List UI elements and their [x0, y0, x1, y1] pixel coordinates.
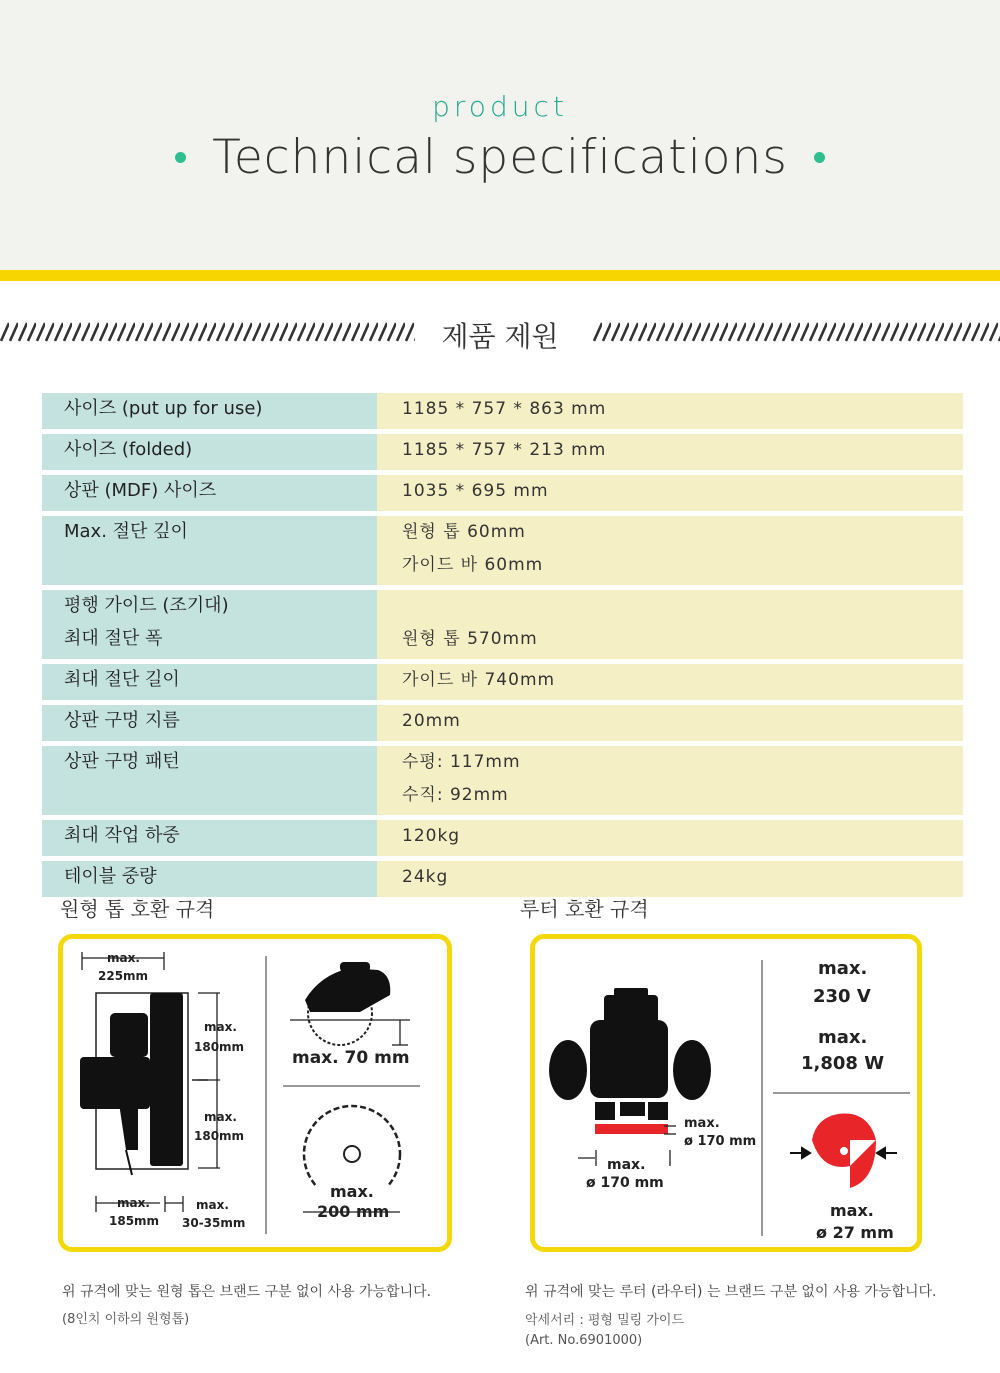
router-diagram — [549, 988, 756, 1191]
router-base-max-label: max. — [607, 1157, 646, 1173]
saw-note-sub: (8인치 이하의 원형톱) — [62, 1312, 190, 1327]
saw-offset-label: 30-35mm — [182, 1216, 246, 1230]
saw-height2-label: 180mm — [194, 1129, 245, 1143]
saw-width-bottom-max-label: max. — [117, 1196, 150, 1210]
saw-offset-max-label: max. — [196, 1198, 229, 1212]
spec-value-line: 120kg — [402, 826, 461, 846]
voltage-label: 230 V — [813, 986, 871, 1007]
router-art-no: (Art. No.6901000) — [525, 1333, 643, 1348]
router-collet-max-label: max. — [684, 1116, 720, 1131]
spec-label-line: Max. 절단 깊이 — [64, 521, 188, 542]
saw-cut-depth-label: max. 70 mm — [292, 1048, 410, 1068]
power-label: 1,808 W — [801, 1053, 885, 1074]
saw-width-bottom-label: 185mm — [109, 1214, 160, 1228]
blade-size-label: 200 mm — [317, 1202, 390, 1221]
router-base-label: ø 170 mm — [586, 1175, 664, 1191]
spec-label-line: 최대 절단 길이 — [64, 669, 180, 690]
saw-width-top-label: 225mm — [98, 969, 149, 983]
spec-label-line: 사이즈 (put up for use) — [64, 398, 263, 419]
router-accessory-note: 악세서리 : 평형 밀링 가이드 — [525, 1313, 685, 1328]
spec-value-line: 1185 * 757 * 213 mm — [402, 440, 607, 460]
bit-max-label: max. — [830, 1201, 874, 1220]
spec-value-line: 수직: 92mm — [402, 785, 509, 805]
router-note: 위 규격에 맞는 루터 (라우터) 는 브랜드 구분 없이 사용 가능합니다. — [525, 1284, 937, 1300]
spec-label-line: 평행 가이드 (조기대) — [64, 595, 229, 616]
router-collet-label: ø 170 mm — [684, 1134, 757, 1149]
circular-saw-icon — [290, 962, 410, 1068]
spec-value-line: 원형 톱 60mm — [402, 522, 526, 542]
spec-label-line: 상판 구멍 지름 — [64, 710, 180, 731]
spec-value-line: 1185 * 757 * 863 mm — [402, 399, 607, 419]
spec-value-line: 24kg — [402, 867, 449, 887]
spec-value-line: 20mm — [402, 711, 461, 731]
saw-note: 위 규격에 맞는 원형 톱은 브랜드 구분 없이 사용 가능합니다. — [62, 1284, 432, 1300]
spec-label-line: 테이블 중량 — [64, 866, 157, 887]
saw-side-diagram — [80, 951, 245, 1230]
saw-width-max-label: max. — [107, 951, 140, 965]
blade-max-label: max. — [330, 1182, 374, 1201]
bit-size-label: ø 27 mm — [816, 1223, 894, 1242]
voltage-max-label: max. — [818, 958, 868, 979]
spec-label-line: 사이즈 (folded) — [64, 439, 193, 460]
spec-value-line: 가이드 바 60mm — [402, 555, 544, 575]
saw-blade-icon — [303, 1106, 400, 1221]
spec-label-line: 최대 절단 폭 — [64, 628, 163, 649]
spec-value-line: 가이드 바 740mm — [402, 670, 556, 690]
saw-compat-title: 원형 톱 호환 규격 — [60, 897, 215, 921]
spec-value-line: 원형 톱 570mm — [402, 629, 538, 649]
spec-value-line: 수평: 117mm — [402, 752, 521, 772]
page-title: Technical specifications — [212, 130, 788, 185]
spec-label-line: 상판 (MDF) 사이즈 — [64, 480, 217, 501]
router-compat-title: 루터 호환 규격 — [520, 897, 649, 921]
saw-height2-max-label: max. — [204, 1110, 237, 1124]
power-max-label: max. — [818, 1027, 868, 1048]
saw-height1-label: 180mm — [194, 1040, 245, 1054]
section-title: 제품 제원 — [441, 320, 559, 353]
router-bit-icon — [790, 1114, 897, 1188]
product-kicker: product — [432, 90, 568, 123]
spec-label-line: 최대 작업 하중 — [64, 825, 180, 846]
spec-value-line: 1035 * 695 mm — [402, 481, 549, 501]
saw-height1-max-label: max. — [204, 1020, 237, 1034]
spec-label-line: 상판 구멍 패턴 — [64, 751, 180, 772]
